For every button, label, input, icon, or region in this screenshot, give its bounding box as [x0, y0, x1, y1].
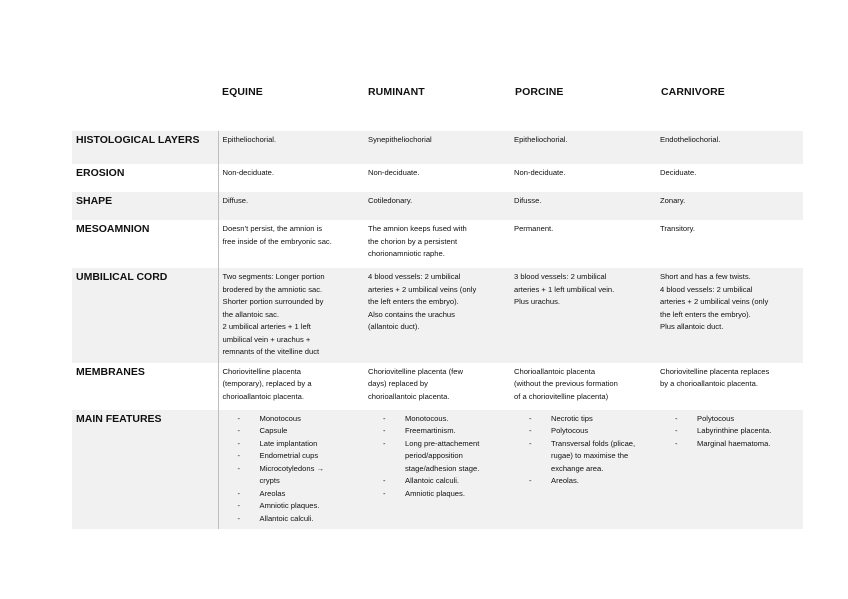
- cell-carnivore: [656, 363, 803, 410]
- row-label: MEMBRANES: [72, 363, 218, 410]
- cell-line: Plus urachus.: [514, 297, 561, 306]
- feature-list: [660, 413, 799, 451]
- cell-line: chorionamniotic raphe.: [368, 249, 445, 258]
- list-item: rugae) to maximise the: [551, 451, 629, 460]
- cell-carnivore: Endotheliochorial.: [656, 131, 803, 164]
- cell-line: arteries + 2 umbilical veins (only: [368, 284, 477, 294]
- cell-equine: [218, 268, 364, 363]
- cell-carnivore: [656, 220, 803, 268]
- cell-line: Shorter portion surrounded by: [222, 297, 324, 306]
- cell-line: arteries + 2 umbilical veins (only: [660, 297, 769, 306]
- table-row-mesoamnion: [72, 220, 803, 268]
- cell-ruminant: [364, 268, 510, 363]
- cell-line: 4 blood vessels: 2 umbilical: [660, 284, 753, 294]
- cell-line: 3 blood vessels: 2 umbilical: [514, 272, 607, 281]
- column-header-equine: EQUINE: [222, 86, 263, 98]
- column-header-carnivore: CARNIVORE: [661, 86, 725, 98]
- cell-porcine: Difusse.: [510, 192, 656, 220]
- cell-carnivore: Zonary.: [656, 192, 803, 220]
- list-item: - Amniotic plaques.: [223, 500, 361, 513]
- list-item: period/apposition: [405, 451, 463, 460]
- cell-ruminant: Cotiledonary.: [364, 192, 510, 220]
- list-item: - Labyrinthine placenta.: [660, 425, 799, 438]
- list-item: - Long pre-attachement: [368, 438, 506, 451]
- cell-equine: Epitheliochorial.: [218, 131, 364, 164]
- list-item: - Endometrial cups: [223, 450, 361, 463]
- cell-line: Also contains the urachus: [368, 309, 455, 319]
- cell-line: Doesn’t persist, the amnion is: [222, 224, 323, 233]
- cell-line: remnants of the vitelline duct: [222, 347, 320, 356]
- row-label: SHAPE: [72, 192, 218, 220]
- table-row-shape: [72, 192, 803, 220]
- list-item: - Areolas: [223, 488, 361, 501]
- cell-line: brodered by the amniotic sac.: [222, 284, 323, 294]
- row-label: MESOAMNION: [72, 220, 218, 268]
- cell-carnivore: Deciduate.: [656, 164, 803, 192]
- list-item: - Monotocous: [223, 413, 361, 426]
- cell-ruminant: [364, 220, 510, 268]
- cell-line: days) replaced by: [368, 379, 428, 388]
- cell-equine: [218, 363, 364, 410]
- cell-porcine: [510, 410, 656, 530]
- placenta-comparison-table: [72, 131, 804, 529]
- column-header-ruminant: RUMINANT: [368, 86, 425, 98]
- cell-porcine: Epitheliochorial.: [510, 131, 656, 164]
- cell-porcine: [510, 268, 656, 363]
- list-item: - Capsule: [223, 425, 361, 438]
- cell-line: umbilical vein + urachus +: [222, 334, 311, 344]
- cell-equine: Non-deciduate.: [218, 164, 364, 192]
- cell-line: of a choriovitelline placenta): [514, 391, 609, 401]
- cell-porcine: [510, 363, 656, 410]
- cell-line: the chorion by a persistent: [368, 236, 458, 246]
- cell-ruminant: Synepitheliochorial: [364, 131, 510, 164]
- cell-equine: Diffuse.: [218, 192, 364, 220]
- cell-line: Transitory.: [660, 224, 696, 233]
- list-item: - Microcotyledons →: [223, 463, 361, 476]
- list-item: - Late implantation: [223, 438, 361, 451]
- cell-line: Choriovitelline placenta (few: [368, 366, 463, 376]
- cell-carnivore: [656, 268, 803, 363]
- table-row-membranes: [72, 363, 803, 410]
- cell-line: Chorioallantoic placenta: [514, 366, 596, 376]
- cell-line: Choriovitelline placenta: [222, 366, 302, 376]
- cell-line: (without the previous formation: [514, 379, 618, 388]
- table-row-erosion: [72, 164, 803, 192]
- cell-porcine: [510, 220, 656, 268]
- table-row-main-features: [72, 410, 803, 530]
- row-label: EROSION: [72, 164, 218, 192]
- list-item: - Allantoic calculi.: [368, 475, 506, 488]
- list-item: exchange area.: [551, 463, 604, 473]
- cell-line: the left enters the embryo).: [660, 309, 751, 319]
- list-item: stage/adhesion stage.: [405, 463, 480, 473]
- list-item: - Transversal folds (plicae,: [514, 438, 652, 451]
- cell-ruminant: Non-deciduate.: [364, 164, 510, 192]
- cell-line: Plus allantoic duct.: [660, 322, 724, 331]
- list-item: - Amniotic plaques.: [368, 488, 506, 501]
- cell-line: Choriovitelline placenta replaces: [660, 366, 770, 376]
- list-item: - Marginal haematoma.: [660, 438, 799, 451]
- row-label: HISTOLOGICAL LAYERS: [72, 131, 218, 164]
- cell-equine: [218, 410, 364, 530]
- cell-carnivore: [656, 410, 803, 530]
- column-header-row: [0, 86, 848, 100]
- cell-equine: [218, 220, 364, 268]
- cell-line: (temporary), replaced by a: [222, 379, 312, 388]
- cell-line: Two segments: Longer portion: [222, 272, 325, 281]
- list-item: - Monotocous.: [368, 413, 506, 426]
- cell-line: chorioallantoic placenta.: [368, 391, 450, 401]
- cell-line: free inside of the embryonic sac.: [222, 236, 332, 246]
- list-item: - Allantoic calculi.: [223, 513, 361, 526]
- feature-list: [223, 413, 361, 526]
- cell-line: chorioallantoic placenta.: [222, 391, 304, 401]
- cell-line: The amnion keeps fused with: [368, 224, 467, 233]
- list-item: - Areolas.: [514, 475, 652, 488]
- cell-line: Permanent.: [514, 224, 554, 233]
- cell-ruminant: [364, 363, 510, 410]
- cell-line: 4 blood vessels: 2 umbilical: [368, 272, 461, 281]
- list-item: - Freemartinism.: [368, 425, 506, 438]
- row-label: MAIN FEATURES: [72, 410, 218, 530]
- table-row-histological-layers: [72, 131, 803, 164]
- cell-line: Short and has a few twists.: [660, 272, 751, 281]
- list-item: - Polytocous: [514, 425, 652, 438]
- cell-line: 2 umbilical arteries + 1 left: [222, 322, 311, 331]
- cell-ruminant: [364, 410, 510, 530]
- column-header-porcine: PORCINE: [515, 86, 564, 98]
- cell-line: the left enters the embryo).: [368, 297, 459, 306]
- cell-line: the allantoic sac.: [222, 309, 280, 319]
- feature-list: [368, 413, 506, 501]
- cell-line: by a chorioallantoic placenta.: [660, 379, 758, 388]
- table-row-umbilical-cord: [72, 268, 803, 363]
- list-item: crypts: [259, 476, 280, 485]
- cell-line: (allantoic duct).: [368, 322, 420, 331]
- cell-line: arteries + 1 left umbilical vein.: [514, 284, 615, 294]
- row-label: UMBILICAL CORD: [72, 268, 218, 363]
- list-item: - Polytocous: [660, 413, 799, 426]
- list-item: - Necrotic tips: [514, 413, 652, 426]
- cell-porcine: Non-deciduate.: [510, 164, 656, 192]
- feature-list: [514, 413, 652, 488]
